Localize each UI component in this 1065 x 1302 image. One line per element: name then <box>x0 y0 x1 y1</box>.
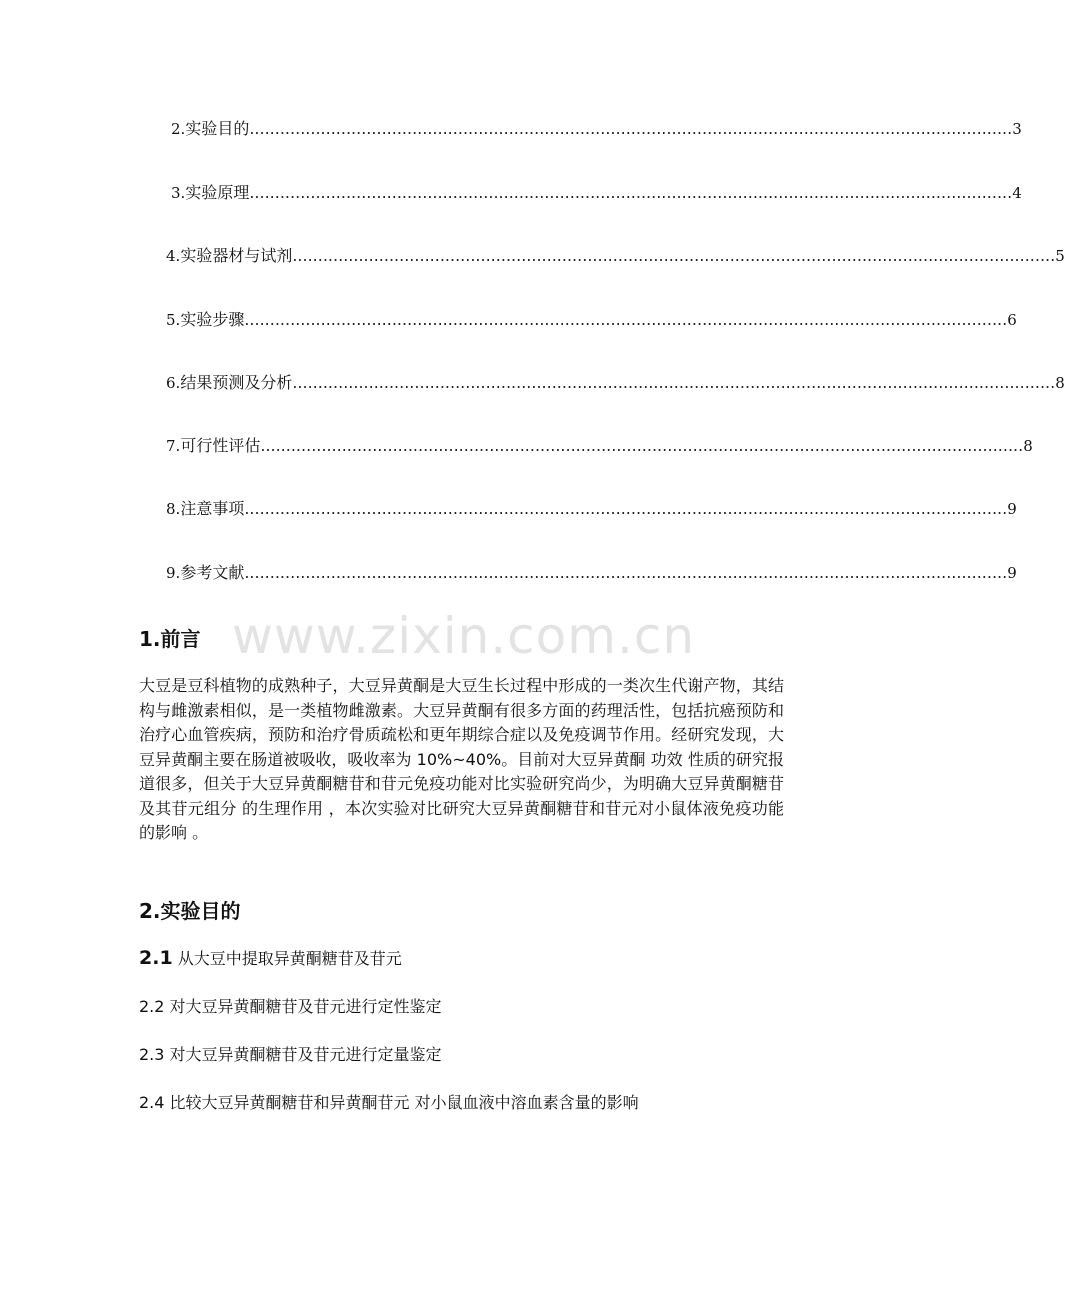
watermark: www.zixin.com.cn <box>232 607 696 665</box>
objective-text: 从大豆中提取异黄酮糖苷及苷元 <box>172 949 402 968</box>
objective-number: 2.3 <box>139 1045 165 1064</box>
toc-leader-dots: ...................................................................................................................................................... <box>244 499 1008 518</box>
objective-item <box>139 1092 639 1114</box>
toc-leader-dots: ...................................................................................................................................................... <box>249 119 1013 138</box>
toc-leader-dots: ...................................................................................................................................................... <box>249 183 1013 202</box>
toc-title: 注意事项 <box>180 499 245 518</box>
toc-title: 可行性评估 <box>180 436 261 455</box>
toc-entry[interactable] <box>171 119 1022 139</box>
toc-leader-dots: ...................................................................................................................................................... <box>244 310 1008 329</box>
toc-leader-dots: ...................................................................................................................................................... <box>244 563 1008 582</box>
toc-page-number: 8 <box>1023 437 1033 455</box>
objective-text: 比较大豆异黄酮糖苷和异黄酮苷元 对小鼠血液中溶血素含量的影响 <box>164 1093 639 1112</box>
toc-title: 实验原理 <box>185 183 250 202</box>
toc-page-number: 4 <box>1012 184 1022 202</box>
toc-entry[interactable] <box>166 436 1033 456</box>
toc-page-number: 8 <box>1055 374 1065 392</box>
toc-entry[interactable] <box>166 310 1017 330</box>
objective-number: 2.2 <box>139 997 165 1016</box>
section-heading-objectives: 2.实验目的 <box>139 899 241 923</box>
toc-entry[interactable] <box>166 373 1065 393</box>
toc-number: 4. <box>166 247 181 265</box>
toc-number: 5. <box>166 311 181 329</box>
objective-text: 对大豆异黄酮糖苷及苷元进行定性鉴定 <box>164 997 442 1016</box>
toc-entry[interactable] <box>166 499 1017 519</box>
toc-entry[interactable] <box>171 183 1022 203</box>
toc-number: 6. <box>166 374 181 392</box>
toc-title: 结果预测及分析 <box>180 373 293 392</box>
toc-title: 实验步骤 <box>180 310 245 329</box>
toc-number: 3. <box>171 184 186 202</box>
toc-page-number: 9 <box>1007 500 1017 518</box>
toc-page-number: 9 <box>1007 564 1017 582</box>
toc-number: 8. <box>166 500 181 518</box>
toc-page-number: 6 <box>1007 311 1017 329</box>
toc-entry[interactable] <box>166 563 1017 583</box>
toc-title: 实验目的 <box>185 119 250 138</box>
toc-leader-dots: ...................................................................................................................................................... <box>292 373 1056 392</box>
toc-leader-dots: ...................................................................................................................................................... <box>292 246 1056 265</box>
toc-entry[interactable] <box>166 246 1065 266</box>
objective-number: 2.1 <box>139 947 173 969</box>
toc-title: 参考文献 <box>180 563 245 582</box>
toc-leader-dots: ...................................................................................................................................................... <box>260 436 1024 455</box>
intro-paragraph: 大豆是豆科植物的成熟种子，大豆异黄酮是大豆生长过程中形成的一类次生代谢产物，其结构与雌激素相似，是一类植物雌激素。大豆异黄酮有很多方面的药理活性，包括抗癌预防和治疗心血管疾病，预防和治疗骨质疏松和更年期综合症以及免疫调节作用。经研究发现，大豆异黄酮主要在肠道被吸收，吸收率为 10%~40%。目前对大豆异黄酮 功效 性质的研究报道很多，但关于大豆异黄酮糖苷和苷元免疫功能对比实验研究尚少，为明确大豆异黄酮糖苷及其苷元组分 的生理作用 ，本次实验对比研究大豆异黄酮糖苷和苷元对小鼠体液免疫功能的影响 。 <box>139 676 784 842</box>
objective-text: 对大豆异黄酮糖苷及苷元进行定量鉴定 <box>164 1045 442 1064</box>
toc-number: 9. <box>166 564 181 582</box>
toc-page-number: 5 <box>1055 247 1065 265</box>
toc-number: 7. <box>166 437 181 455</box>
toc-number: 2. <box>171 120 186 138</box>
toc-title: 实验器材与试剂 <box>180 246 293 265</box>
toc-page-number: 3 <box>1012 120 1022 138</box>
objective-item <box>139 947 402 970</box>
objective-item <box>139 996 442 1018</box>
objective-item <box>139 1044 442 1066</box>
objective-number: 2.4 <box>139 1093 165 1112</box>
section-heading-intro: 1.前言 <box>139 627 201 651</box>
